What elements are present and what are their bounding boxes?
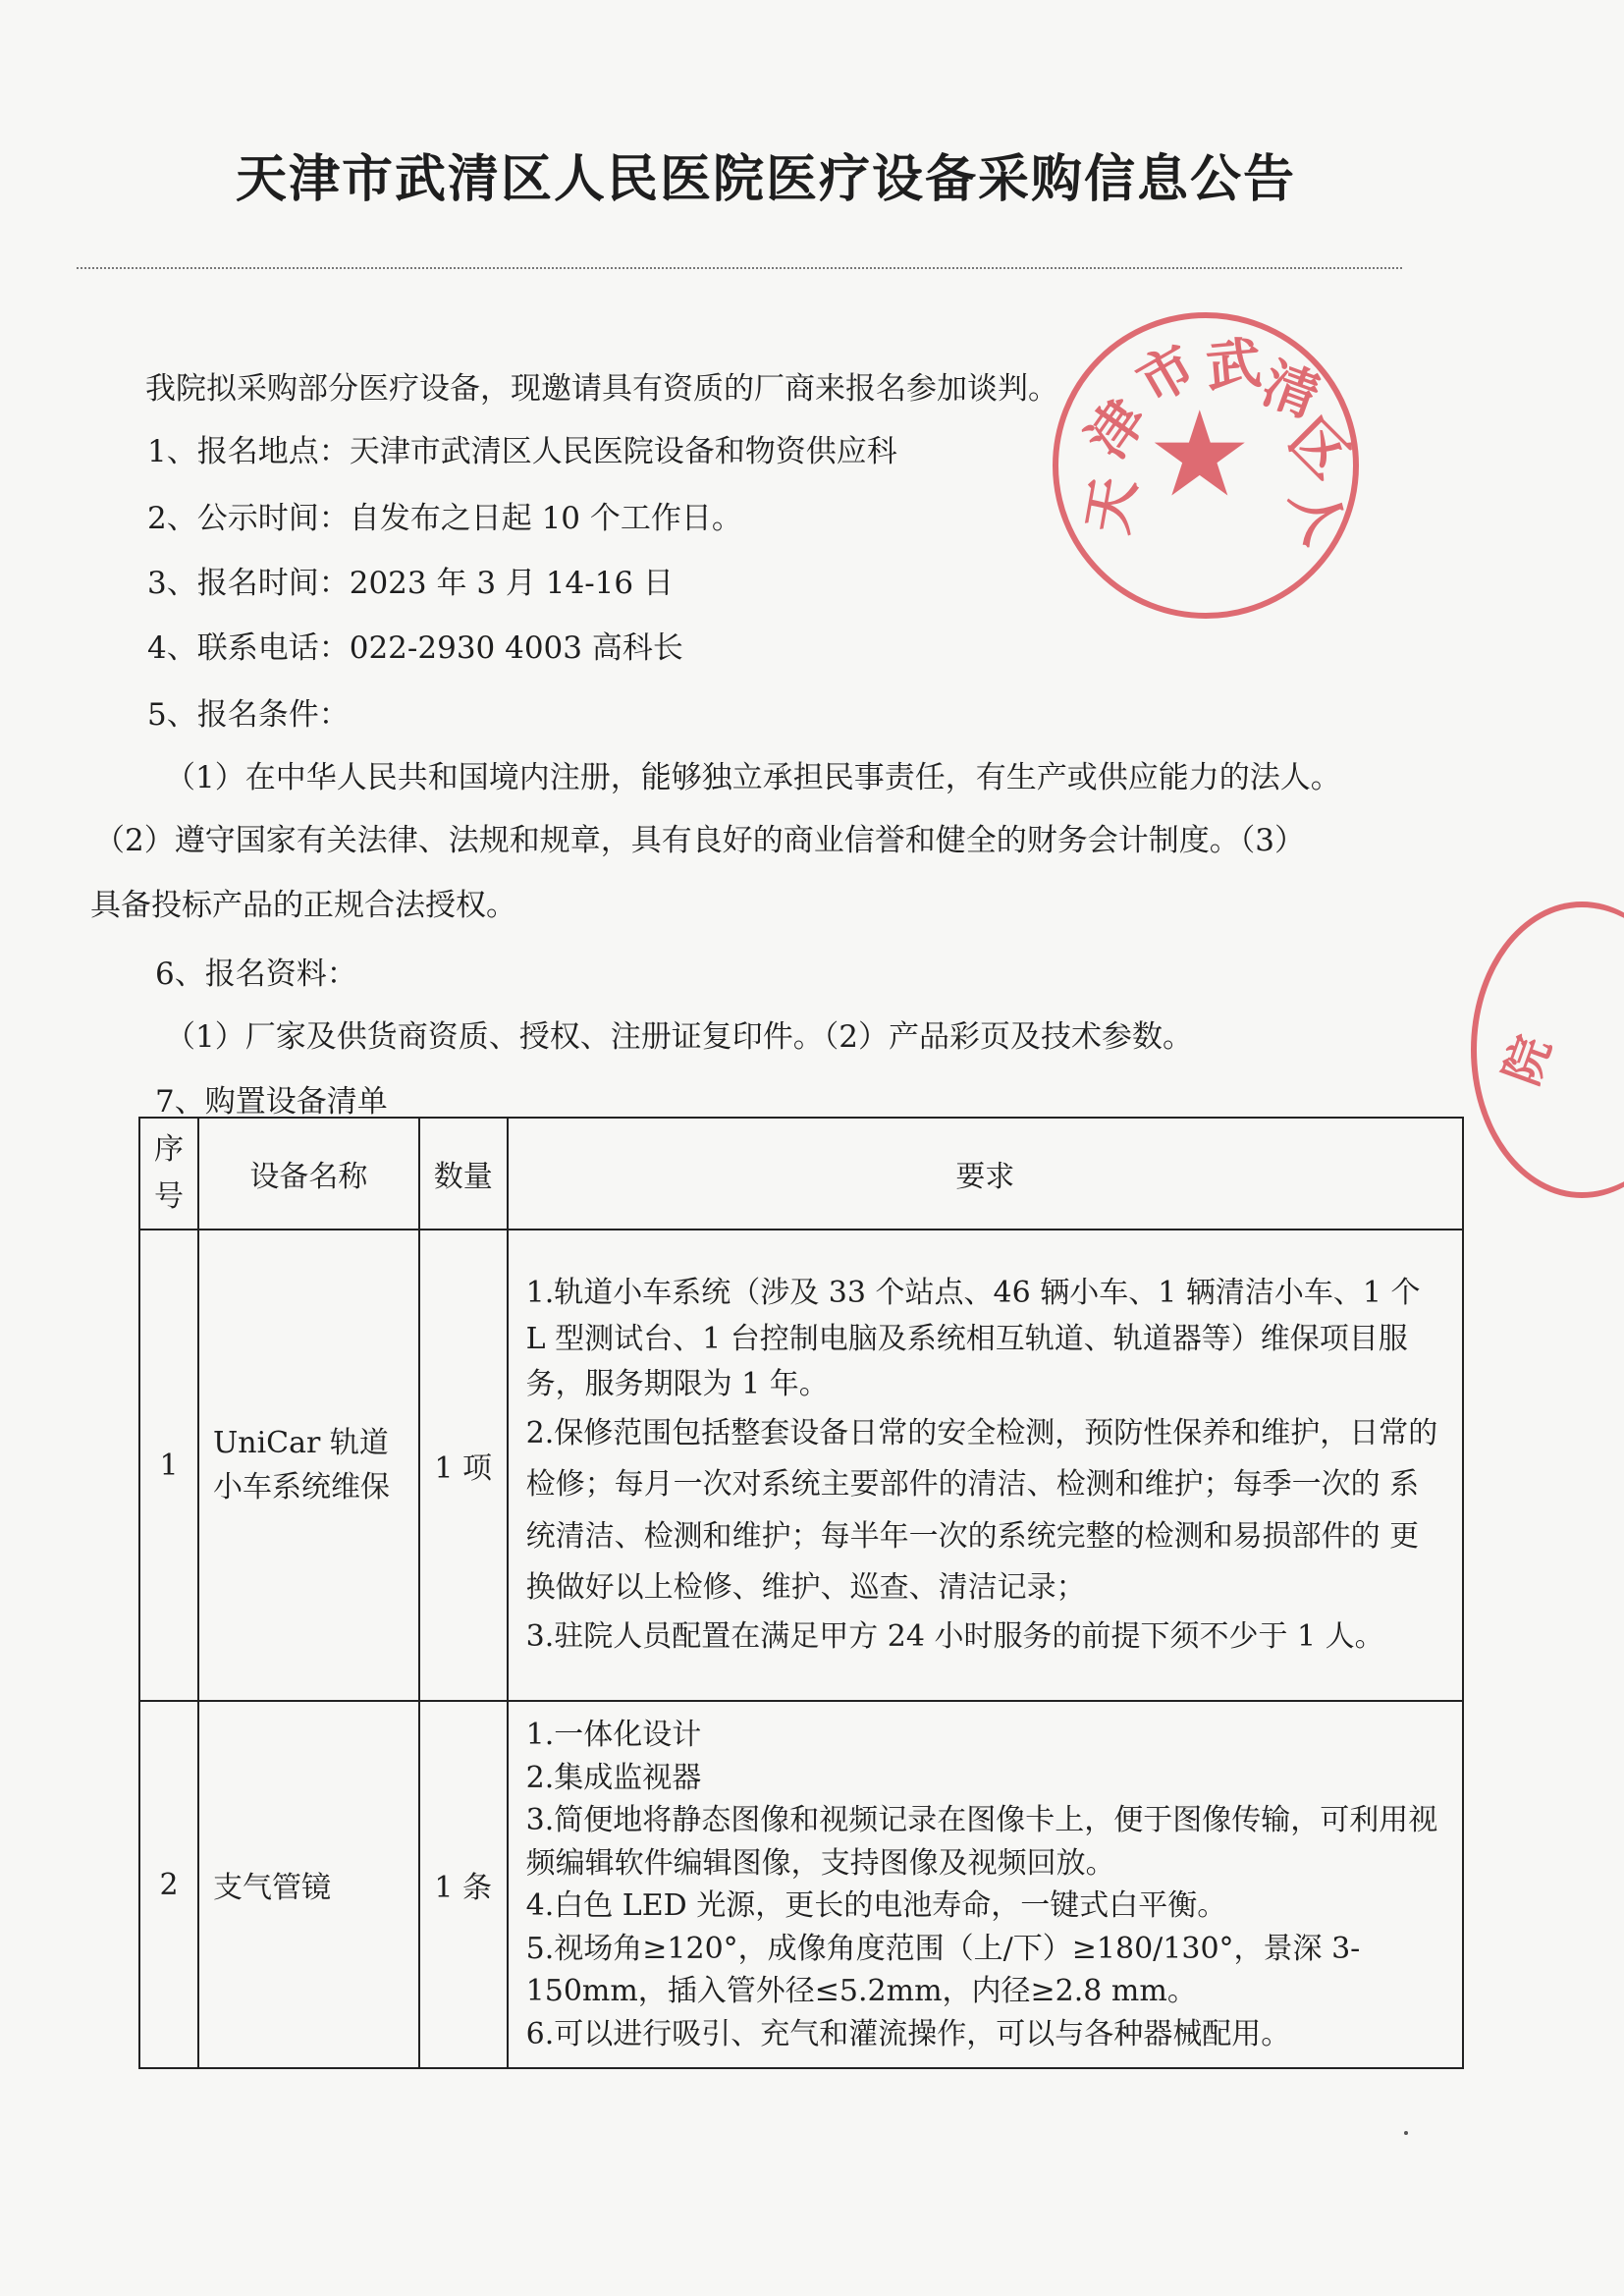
materials-text: （1）厂家及供货商资质、授权、注册证复印件。（2）产品彩页及技术参数。 [165,1019,1193,1055]
header-name: 设备名称 [198,1118,419,1230]
table-row [139,1230,1463,1701]
requirement-item: 3.简便地将静态图像和视频记录在图像卡上，便于图像传输，可利用视频编辑软件编辑图像，支持图像及视频回放。 [525,1803,1438,1881]
row-qty: 1 项 [419,1230,508,1701]
seal-char-5: 清 [1254,352,1327,431]
row-qty: 1 条 [419,1701,508,2068]
requirement-item: 3.驻院人员配置在满足甲方 24 小时服务的前提下须不少于 1 人。 [525,1618,1384,1654]
divider [77,267,1402,269]
row-no: 2 [139,1701,198,2068]
seal-char-1: 天 [1075,472,1149,538]
requirement-item: 2.集成监视器 [525,1760,702,1795]
row-requirements [508,1701,1463,2068]
table-header-row [139,1118,1463,1230]
seal-char-4: 武 [1203,331,1265,401]
equipment-table [138,1117,1464,2069]
requirement-item: 6.可以进行吸引、充气和灌流操作，可以与各种器械配用。 [525,2016,1291,2051]
requirement-item: 2.保修范围包括整套设备日常的安全检测，预防性保养和维护，日常的检修；每月一次对系统主要部件的清洁、检测和维护；每季一次的 系统清洁、检测和维护；每半年一次的系统完整的检测和易损部件的 更换做好以上检修、维护、巡查、清洁记录； [525,1415,1438,1605]
official-seal [1053,312,1359,619]
intro-text: 我院拟采购部分医疗设备，现邀请具有资质的厂商来报名参加谈判。 [145,371,1058,407]
requirement-item: 1.一体化设计 [525,1718,702,1752]
condition-1: （1）在中华人民共和国境内注册，能够独立承担民事责任，有生产或供应能力的法人。 [165,760,1341,795]
item-6: 6、报名资料： [155,957,357,992]
row-requirements [508,1230,1463,1701]
row-no: 1 [139,1230,198,1701]
partial-seal [1471,902,1624,1198]
item-4: 4、联系电话：022-2930 4003 高科长 [147,630,683,666]
item-3: 3、报名时间：2023 年 3 月 14-16 日 [147,566,674,601]
seal-char-2: 津 [1075,388,1160,470]
header-qty: 数量 [419,1118,508,1230]
item-5: 5、报名条件： [147,697,350,733]
requirement-item: 5.视场角≥120°，成像角度范围（上/下）≥180/130°，景深 3-150mm，插入管外径≤5.2mm，内径≥2.8 mm。 [525,1931,1361,2008]
page-title: 天津市武清区人民医院医疗设备采购信息公告 [236,150,1297,209]
header-req: 要求 [508,1118,1463,1230]
partial-seal-text: 院 [1493,1028,1562,1093]
table-row [139,1701,1463,2068]
seal-star-icon: ★ [1147,387,1253,523]
requirement-item: 4.白色 LED 光源，更长的电池寿命，一键式白平衡。 [525,1888,1227,1923]
item-7: 7、购置设备清单 [155,1084,388,1120]
scan-speck [1404,2131,1408,2135]
row-name: UniCar 轨道小车系统维保 [198,1230,419,1701]
header-no: 序号 [139,1118,198,1230]
seal-char-7: 人 [1277,479,1357,553]
item-2: 2、公示时间：自发布之日起 10 个工作日。 [147,501,742,536]
condition-2: （2）遵守国家有关法律、法规和规章，具有良好的商业信誉和健全的财务会计制度。（3） [94,823,1305,858]
row-name: 支气管镜 [198,1701,419,2068]
seal-char-6: 区 [1276,407,1361,491]
seal-char-3: 市 [1126,333,1207,417]
item-1: 1、报名地点：天津市武清区人民医院设备和物资供应科 [147,434,897,469]
condition-3: 具备投标产品的正规合法授权。 [90,888,516,923]
requirement-item: 1.轨道小车系统（涉及 33 个站点、46 辆小车、1 辆清洁小车、1 个 L 型测试台、1 台控制电脑及系统相互轨道、轨道器等）维保项目服务，服务期限为 1 年。 [525,1276,1421,1401]
